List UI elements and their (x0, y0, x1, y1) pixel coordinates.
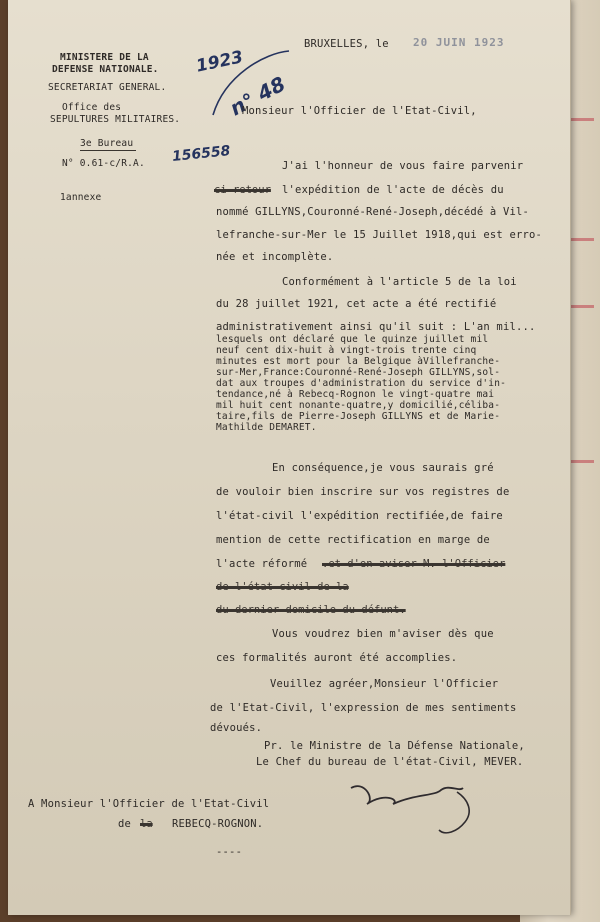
body-line: mention de cette rectification en marge de (216, 534, 490, 546)
quote-line: neuf cent dix-huit à vingt-trois trente cinq (216, 345, 477, 356)
struck-text: du dernier domicile du défunt. (216, 604, 406, 616)
handwritten-year: 1923 (194, 47, 245, 77)
date-stamp: 20 JUIN 1923 (413, 36, 505, 49)
rule (80, 150, 136, 151)
body-line: administrativement ainsi qu'il suit : L'an mil... (216, 321, 536, 333)
body-line: née et incomplète. (216, 251, 334, 263)
struck-text: la (140, 818, 153, 830)
handwritten-file-number: 156558 (171, 142, 232, 166)
quote-line: mil huit cent nonante-quatre,y domicilié,céliba- (216, 400, 501, 411)
closing-line: dévoués. (210, 722, 263, 734)
footer-place: REBECQ-ROGNON. (172, 818, 264, 830)
closing-line: de l'Etat-Civil, l'expression de mes sentiments (210, 702, 517, 714)
signatory-line: Le Chef du bureau de l'état-Civil, MEVER. (256, 756, 524, 768)
quote-line: dat aux troupes d'administration du service d'in- (216, 378, 507, 389)
quote-line: Mathilde DEMARET. (216, 422, 317, 433)
body-line: l'expédition de l'acte de décès du (282, 184, 504, 196)
body-line: l'acte réformé (216, 558, 308, 570)
handwritten-number: n° 48 (225, 71, 290, 121)
ministry-line: DEFENSE NATIONALE. (52, 64, 159, 75)
signatory-line: Pr. le Ministre de la Défense Nationale, (264, 740, 525, 752)
office-line: Office des (62, 102, 122, 113)
ministry-line: MINISTERE DE LA (60, 52, 149, 63)
addressee-salutation: Monsieur l'Officier de l'Etat-Civil, (242, 105, 477, 117)
office-line: SEPULTURES MILITAIRES. (50, 114, 181, 125)
body-line: En conséquence,je vous saurais gré (272, 462, 494, 474)
body-line: Conformément à l'article 5 de la loi (282, 276, 517, 288)
body-line: ces formalités auront été accomplies. (216, 652, 458, 664)
body-line: Vous voudrez bien m'aviser dès que (272, 628, 494, 640)
body-line: lefranche-sur-Mer le 15 Juillet 1918,qui est erro- (216, 229, 543, 241)
quote-line: sur-Mer,France:Couronné-René-Joseph GILLYNS,sol- (216, 367, 501, 378)
body-line: J'ai l'honneur de vous faire parvenir (282, 160, 524, 172)
struck-text: ci-retour (214, 184, 271, 196)
body-line: du 28 juillet 1921, cet acte a été rectifié (216, 298, 497, 310)
ministry-line: SECRETARIAT GENERAL. (48, 82, 167, 93)
city-date-line: BRUXELLES, le (304, 38, 389, 50)
closing-line: Veuillez agréer,Monsieur l'Officier (270, 678, 499, 690)
footer-line: A Monsieur l'Officier de l'Etat-Civil (28, 798, 270, 810)
quote-line: taire,fils de Pierre-Joseph GILLYNS et de Marie- (216, 411, 501, 422)
quote-line: lesquels ont déclaré que le quinze juillet mil (216, 334, 489, 345)
reference-number: N° 0.61-c/R.A. (62, 158, 145, 169)
body-line: l'état-civil l'expédition rectifiée,de faire (216, 510, 503, 522)
struck-text: .et d'en aviser M. l'Officier (322, 558, 506, 570)
body-line: nommé GILLYNS,Couronné-René-Joseph,décédé à Vil- (216, 206, 530, 218)
footer-prefix: de (118, 818, 132, 830)
handwritten-signature (345, 770, 495, 850)
struck-text: de l'état-civil de la (216, 581, 349, 593)
quote-line: minutes est mort pour la Belgique àVillefranche- (216, 356, 501, 367)
bureau-label: 3e Bureau (80, 138, 134, 149)
quote-line: tendance,né à Rebecq-Rognon le vingt-quatre mai (216, 389, 495, 400)
footer-dashes: ---- (216, 846, 243, 858)
body-line: de vouloir bien inscrire sur vos registres de (216, 486, 510, 498)
annex-label: 1annexe (60, 192, 102, 203)
